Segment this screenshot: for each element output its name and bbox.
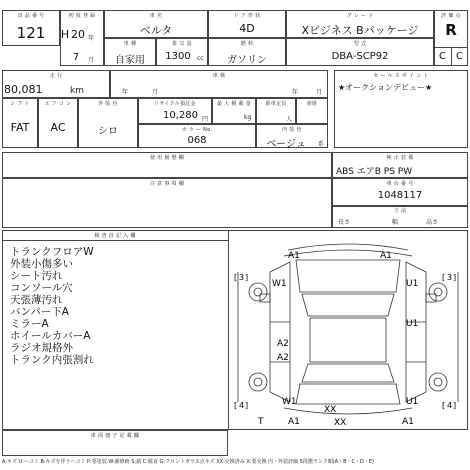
- model-code-header: 型 式: [353, 41, 367, 47]
- score-header: 評 価 点: [441, 13, 461, 19]
- sales-points-text: ★オークションデビュー★: [338, 83, 433, 92]
- ext-color-header: 外 装 色: [98, 101, 118, 107]
- displacement-unit: cc: [197, 55, 204, 62]
- seat-number-rear-right-close: ]: [453, 401, 457, 410]
- inspection-year-unit: 年: [122, 89, 129, 96]
- recycle-header: リサイクル預託金: [154, 101, 196, 107]
- first-reg-header: 初 度 登 録: [68, 13, 96, 19]
- inspector-note: ラジオ規格外: [10, 342, 73, 354]
- size-length: 長さ: [338, 219, 351, 226]
- color-no-header: カ ラ ー No.: [181, 127, 213, 133]
- booklet-header: 車 両 冊 子 記 載 欄: [90, 433, 140, 439]
- inspection-month-unit: 月: [152, 89, 159, 96]
- int-color-header: 内 装 色: [282, 127, 302, 133]
- displacement: 1300: [165, 51, 191, 62]
- model-code: DBA-SCP92: [331, 51, 389, 62]
- seat-number-front-left-close: ]: [245, 273, 249, 282]
- mark-bottom-left: W1: [282, 397, 297, 407]
- seat-number-front-right-close: ]: [453, 273, 457, 282]
- mark-side-right-mid: U1: [406, 319, 419, 329]
- aircon: AC: [50, 121, 66, 134]
- seat-number-rear-left-val: 4: [239, 401, 245, 410]
- mark-rear-low: XX: [334, 418, 347, 428]
- shift-header: シ フ ト: [10, 101, 30, 107]
- grade-header: グ レ ー ド: [346, 13, 374, 19]
- mark-side-left-top: W1: [272, 279, 287, 289]
- history-header: 使 用 履 歴 欄: [149, 155, 185, 161]
- recycle-unit: 円: [202, 116, 209, 123]
- mark-mid-left-b: A2: [277, 353, 289, 363]
- mark-bottom-right: U1: [406, 397, 419, 407]
- seat-number-rear-left-close: ]: [245, 401, 249, 410]
- first-reg-year-unit: 年: [88, 35, 95, 42]
- first-reg-month: 7: [72, 52, 80, 63]
- car-name-header: 車 名: [149, 13, 163, 19]
- chassis-header: 車 台 番 号: [386, 181, 414, 187]
- aircon-header: エ ア コ ン: [44, 101, 72, 107]
- genuine-equip: ABS エアB PS PW: [336, 167, 413, 177]
- capacity-unit: 人: [286, 116, 293, 123]
- genuine-equip-header: 純 正 装 備: [386, 155, 414, 161]
- inspection-month-unit-2: 月: [316, 89, 323, 96]
- fuel-header: 燃 料: [240, 41, 254, 47]
- seat-number-rear-right: [: [442, 401, 446, 410]
- inspector-note: 外装小傷多い: [10, 258, 73, 270]
- max-load-header: 最 大 積 載 量: [216, 101, 252, 107]
- inspector-note: ホイールカバーA: [10, 330, 91, 342]
- door-type: 4D: [239, 22, 255, 35]
- inspection-header: 車 検: [212, 73, 226, 79]
- inspector-note: シート汚れ: [10, 270, 63, 282]
- inspector-note: トランクフロアW: [10, 246, 94, 258]
- color-no: 068: [187, 135, 207, 146]
- sales-points-header: セ ー ル ス ポ イ ン ト: [373, 73, 429, 79]
- mark-rear-mid: XX: [324, 405, 337, 415]
- fuel: ガソリン: [227, 55, 267, 66]
- first-reg-year: 20: [71, 28, 85, 41]
- legend: A:キズ U:ヘコミ B:キズを伴うヘコミ P:要塗装 W:補修跡 S:錆 C:腐食 G:フロントガラス点キズ XX:交換済み X:要交換 内・外装評価 5段階ランク順(A・B・C・D・E): [2, 459, 374, 465]
- score-exterior: C: [439, 51, 446, 62]
- displacement-header: 排 気 量: [172, 41, 192, 47]
- seat-number-front-left: [: [234, 273, 238, 282]
- mileage: 80,081: [4, 83, 43, 96]
- car-damage-diagram: [230, 232, 466, 428]
- cautions-header: 注 意 事 項 欄: [149, 181, 185, 187]
- seat-number-front-right: [: [442, 273, 446, 282]
- mark-rear-right: A1: [402, 417, 414, 427]
- inspector-note: ミラーA: [10, 318, 49, 330]
- grade: Xビジネス Bパッケージ: [301, 24, 419, 37]
- int-color: ベージュ: [266, 139, 306, 150]
- ext-color: シロ: [98, 126, 118, 137]
- first-reg-month-unit: 月: [88, 57, 95, 64]
- recycle-amount: 10,280: [163, 110, 198, 121]
- mark-mid-left-a: A2: [277, 339, 289, 349]
- capacity-seat-header: 座席: [306, 101, 318, 107]
- int-color-suffix: 系: [318, 141, 325, 148]
- inspector-note: コンソール穴: [10, 282, 73, 294]
- inspector-divider: [228, 230, 229, 430]
- size-header: 寸 法: [393, 208, 407, 214]
- inspection-year-unit-2: 年: [292, 89, 299, 96]
- score-overall: R: [445, 21, 457, 39]
- max-load-unit: kg: [244, 114, 252, 121]
- seat-number-front-left-val: 3: [239, 273, 245, 282]
- mileage-unit: km: [70, 86, 84, 96]
- seat-number-front-right-val: 3: [447, 273, 453, 282]
- score-interior: C: [456, 51, 463, 62]
- inspector-note: 天張薄汚れ: [10, 294, 63, 306]
- inspector-note: バンパー下A: [10, 306, 69, 318]
- size-height: 高さ: [426, 219, 439, 226]
- inspector-note: トランク内張割れ: [10, 354, 94, 366]
- mileage-header: 走 行: [49, 73, 63, 79]
- inspector-header-line: [2, 240, 228, 241]
- usage: 自家用: [115, 55, 145, 66]
- mark-front-right: A1: [380, 251, 392, 261]
- car-name: ベルタ: [139, 24, 173, 37]
- mark-front-left: A1: [288, 251, 300, 261]
- mark-side-right-top: U1: [406, 279, 419, 289]
- shift: FAT: [10, 121, 30, 134]
- inspector-notes-header: 検 査 員 記 入 欄: [94, 233, 136, 239]
- size-width: 幅: [392, 219, 399, 226]
- door-header: ド ア 形 状: [233, 13, 261, 19]
- usage-header: 車 種: [123, 41, 137, 47]
- seat-number-rear-left: [: [234, 401, 238, 410]
- mark-glass: T: [258, 417, 264, 427]
- mark-rear-left: A1: [288, 417, 300, 427]
- chassis-no: 1048117: [377, 190, 423, 201]
- first-reg-era: H: [60, 28, 70, 41]
- lot-no-header: 出 品 番 号: [17, 13, 45, 19]
- capacity-header: 乗車定員: [265, 101, 287, 107]
- lot-no: 121: [16, 24, 46, 42]
- seat-number-rear-right-val: 4: [447, 401, 453, 410]
